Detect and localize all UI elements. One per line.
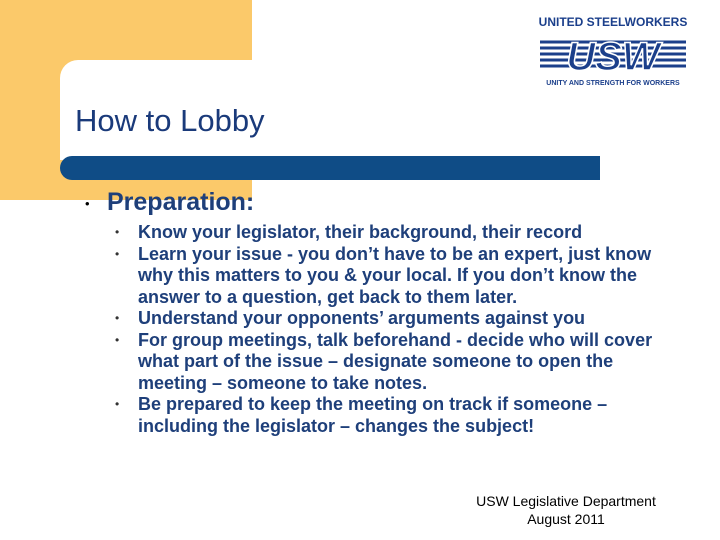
section-heading: Preparation: <box>107 188 255 216</box>
preparation-list <box>112 222 672 437</box>
bullet-icon: • <box>115 332 120 347</box>
list-item <box>112 244 672 309</box>
bullet-icon: • <box>115 225 120 239</box>
list-item <box>112 394 672 437</box>
list-item <box>112 222 672 244</box>
logo-wordmark: USW <box>566 35 660 79</box>
logo-top-text: UNITED STEELWORKERS <box>538 15 688 29</box>
footer-department: USW Legislative Department <box>476 493 656 509</box>
list-item-text: Be prepared to keep the meeting on track if someone – including the legislator – changes the subject! <box>138 394 608 436</box>
usw-logo <box>528 12 698 92</box>
list-item <box>112 330 672 395</box>
list-item <box>112 308 672 330</box>
bullet-icon: • <box>115 397 120 411</box>
footer-date: August 2011 <box>527 511 605 527</box>
bullet-icon: • <box>115 311 120 325</box>
list-item-text: Learn your issue - you don’t have to be an expert, just know why this matters to you & your local. If you don’t know the answer to a question, get back to them later. <box>138 243 652 307</box>
list-item-text: For group meetings, talk beforehand - decide who will cover what part of the issue – designate someone to open the meeting – someone to take notes. <box>138 329 653 393</box>
slide-title: How to Lobby <box>75 103 265 138</box>
list-item-text: Know your legislator, their background, their record <box>138 222 583 242</box>
footer <box>466 492 666 528</box>
bullet-icon: • <box>85 196 90 211</box>
bullet-icon: • <box>115 246 120 261</box>
title-underline-bar <box>60 156 600 180</box>
list-item-text: Understand your opponents’ arguments against you <box>138 308 586 328</box>
logo-tagline: UNITY AND STRENGTH FOR WORKERS <box>546 80 680 87</box>
